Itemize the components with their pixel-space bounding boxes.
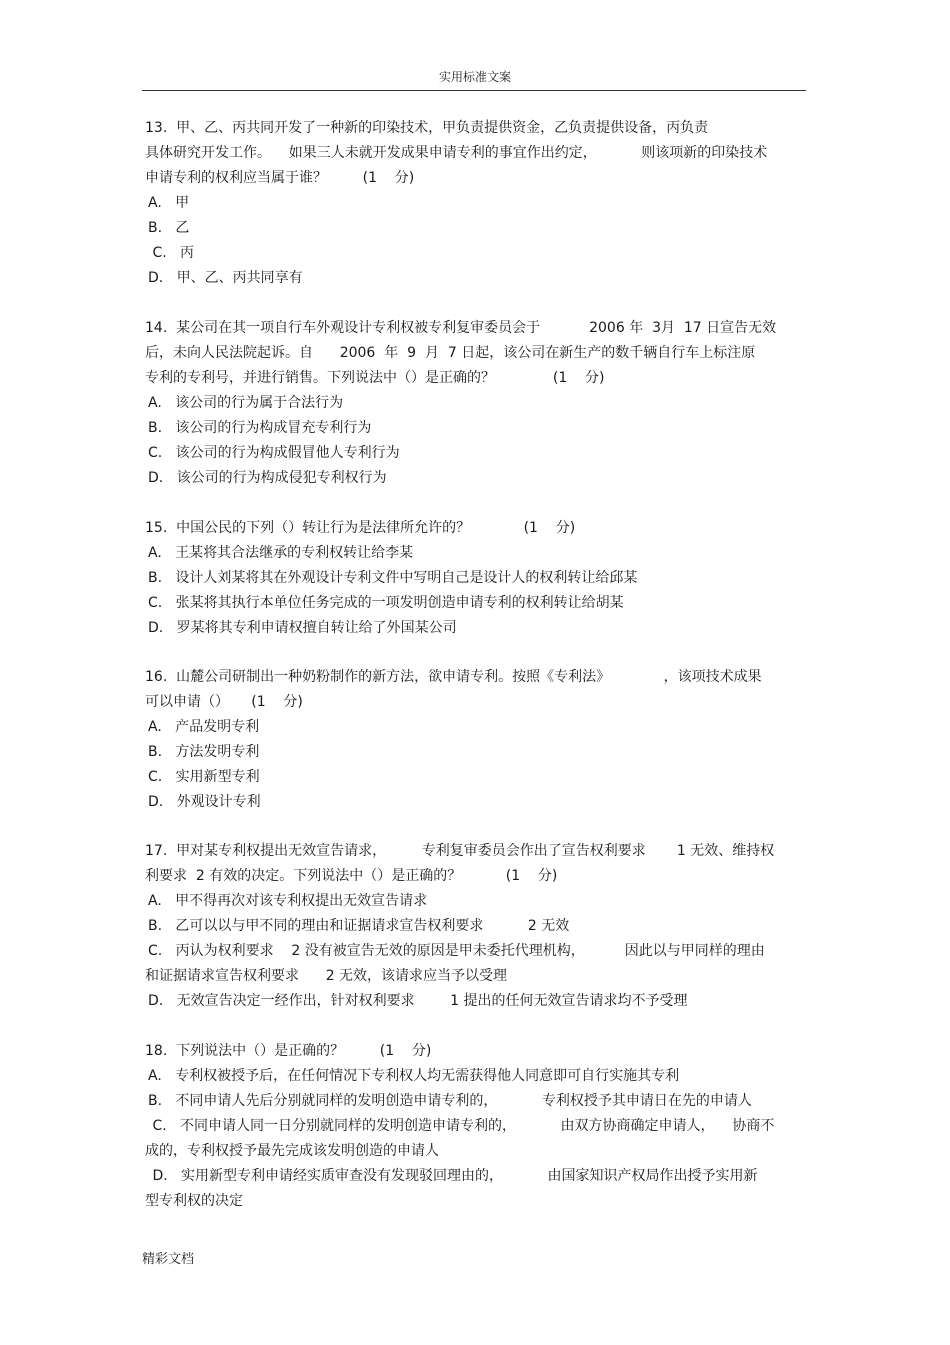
option-a: A. 王某将其合法继承的专利权转让给李某 [148, 545, 414, 561]
option-b: B. 方法发明专利 [148, 744, 260, 760]
option-d: D. 该公司的行为构成侵犯专利权行为 [148, 470, 387, 486]
question-17 [145, 839, 810, 1014]
option-d: D. 罗某将其专利申请权擅自转让给了外国某公司 [148, 620, 457, 636]
option-d-continued: 型专利权的决定 [145, 1193, 243, 1209]
option-c: C. 张某将其执行本单位任务完成的一项发明创造申请专利的权利转让给胡某 [148, 595, 624, 611]
question-15 [145, 516, 810, 641]
option-d: D. 实用新型专利申请经实质审查没有发现驳回理由的， 由国家知识产权局作出授予实用新 [148, 1168, 758, 1184]
option-b: B. 设计人刘某将其在外观设计专利文件中写明自己是设计人的权利转让给邱某 [148, 570, 638, 586]
question-text: 14. 某公司在其一项自行车外观设计专利权被专利复审委员会于 2006 年 3月 17 日宣告无效 [145, 320, 777, 336]
option-c-continued: 成的，专利权授予最先完成该发明创造的申请人 [145, 1143, 439, 1159]
option-a: A. 甲 [148, 195, 190, 211]
question-13 [145, 116, 810, 291]
option-c: C. 该公司的行为构成假冒他人专利行为 [148, 445, 400, 461]
option-a: A. 该公司的行为属于合法行为 [148, 395, 344, 411]
question-14 [145, 316, 810, 491]
question-text: 后，未向人民法院起诉。自 2006 年 9 月 7 日起，该公司在新生产的数千辆自行车上标注原 [145, 345, 756, 361]
question-text: 15. 中国公民的下列（）转让行为是法律所允许的？ (1 分) [145, 520, 576, 536]
question-text: 16. 山麓公司研制出一种奶粉制作的新方法，欲申请专利。按照《专利法》 ，该项技术成果 [145, 669, 762, 685]
option-a: A. 专利权被授予后，在任何情况下专利权人均无需获得他人同意即可自行实施其专利 [148, 1068, 680, 1084]
option-d: D. 无效宣告决定一经作出，针对权利要求 1 提出的任何无效宣告请求均不予受理 [148, 993, 688, 1009]
question-text: 利要求 2 有效的决定。下列说法中（）是正确的？ (1 分) [145, 868, 558, 884]
option-a: A. 产品发明专利 [148, 719, 260, 735]
option-b: B. 乙 [148, 220, 190, 236]
option-d: D. 甲、乙、丙共同享有 [148, 270, 303, 286]
question-text: 申请专利的权利应当属于谁？ (1 分) [145, 170, 415, 186]
option-c: C. 不同申请人同一日分别就同样的发明创造申请专利的， 由双方协商确定申请人， 协商不 [148, 1118, 775, 1134]
option-a: A. 甲不得再次对该专利权提出无效宣告请求 [148, 893, 428, 909]
question-text: 13. 甲、乙、丙共同开发了一种新的印染技术，甲负责提供资金，乙负责提供设备，丙负责 [145, 120, 709, 136]
option-c: C. 实用新型专利 [148, 769, 260, 785]
page-header: 实用标准文案 [438, 70, 511, 84]
question-text: 具体研究开发工作。 如果三人未就开发成果申请专利的事宜作出约定， 则该项新的印染技术 [145, 145, 768, 161]
option-c: C. 丙认为权利要求 2 没有被宣告无效的原因是甲未委托代理机构， 因此以与甲同样的理由 [148, 943, 765, 959]
question-18 [145, 1039, 810, 1214]
question-text: 17. 甲对某专利权提出无效宣告请求， 专利复审委员会作出了宣告权利要求 1 无效、维持权 [145, 843, 775, 859]
question-text: 18. 下列说法中（）是正确的？ (1 分) [145, 1043, 432, 1059]
question-text: 专利的专利号，并进行销售。下列说法中（）是正确的？ (1 分) [145, 370, 605, 386]
option-b: B. 该公司的行为构成冒充专利行为 [148, 420, 372, 436]
question-16 [145, 665, 810, 815]
question-text: 可以申请（） (1 分) [145, 694, 303, 710]
option-b: B. 不同申请人先后分别就同样的发明创造申请专利的， 专利权授予其申请日在先的申请人 [148, 1093, 752, 1109]
header-divider [142, 90, 806, 91]
page-footer: 精彩文档 [142, 1252, 195, 1267]
option-c: C. 丙 [148, 245, 195, 261]
option-b: B. 乙可以以与甲不同的理由和证据请求宣告权利要求 2 无效 [148, 918, 570, 934]
option-d: D. 外观设计专利 [148, 794, 261, 810]
option-c-continued: 和证据请求宣告权利要求 2 无效，该请求应当予以受理 [145, 968, 508, 984]
